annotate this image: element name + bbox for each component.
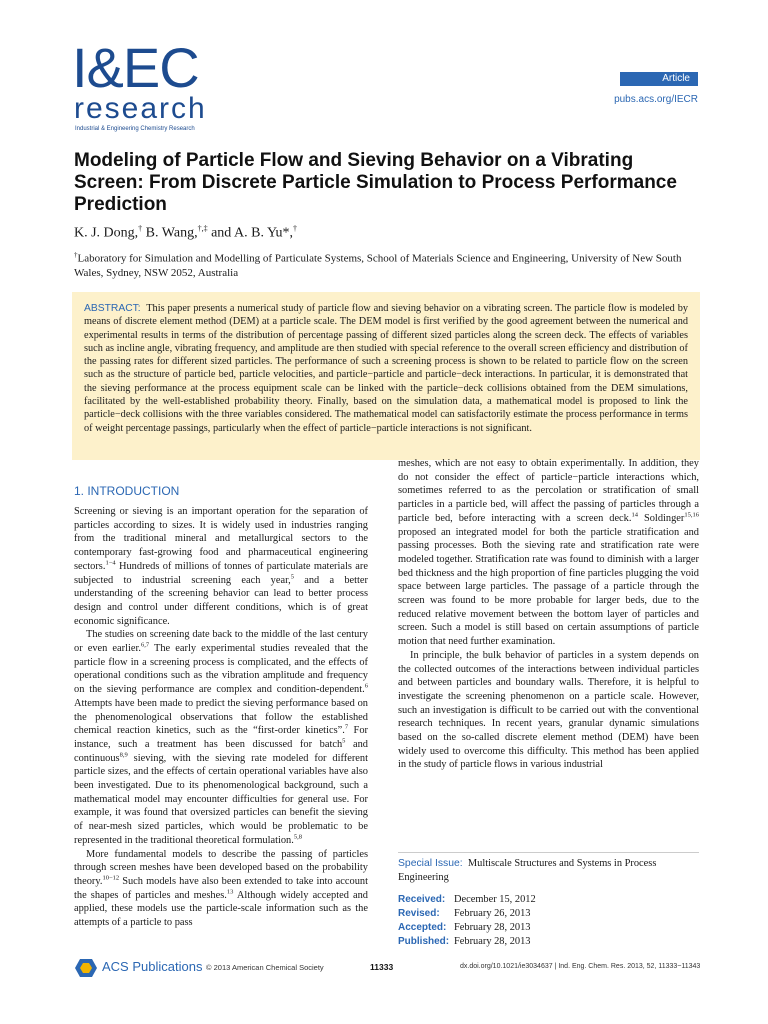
- date-row-published: Published: February 28, 2013: [398, 936, 531, 947]
- logo-wordmark-research: research: [74, 92, 207, 125]
- acs-hexagon-logo-icon: [74, 958, 98, 978]
- affil-mark: †: [74, 251, 78, 259]
- citation[interactable]: 13: [226, 888, 234, 896]
- section-heading-introduction: 1. INTRODUCTION: [74, 484, 180, 498]
- author-affil-mark: †,‡: [197, 224, 208, 233]
- copyright: © 2013 American Chemical Society: [206, 963, 324, 972]
- author-name[interactable]: K. J. Dong,: [74, 225, 139, 241]
- citation[interactable]: 15,16: [684, 511, 699, 519]
- publisher-name: ACS Publications: [102, 959, 203, 974]
- paragraph: Screening or sieving is an important operation for the separation of particles according to sizes. It is widely used in industries ranging from the traditional mineral and metallurgical sectors to the contemporary fast-growing food and pharmaceutical engineering sectors.$^{1-4}$ Hundreds of millions of tonnes of particulate materials are subjected to industrial screening each year,$^5$ and a better understanding of the screening behavior can lead to better process design and control under different conditions, which is of great economic significance.: [74, 506, 369, 627]
- citation[interactable]: 5: [342, 737, 346, 745]
- paragraph: More fundamental models to describe the passing of particles through screen meshes have been developed based on the probability theory.$^{10-12}$ Such models have also been extended to take into account the shapes of particles and meshes.$^{13}$ Although widely accepted and applied, these models use the particle-scale information such as the attempts of a particle to pass: [74, 848, 368, 929]
- paragraph: The studies on screening date back to the middle of the last century or even earlier.$^{6,7}$ The early experimental studies revealed that the particle flow in a screening process is complicated, and the effects of operational conditions such as the vibration amplitude and frequency on the sieving performance are complex and condition-dependent.$^6$ Attempts have been made to predict the sieving performance based on the phenomenological observations that follow the established chemical reaction kinetics, such as the “first-order kinetics”.$^7$ For instance, such a treatment has been discussed for batch$^5$ and continuous$^{8,9}$ sieving, with the sieving rate modeled for different particle sizes, and the effects of certain operational variables have also been investigated. Due to its phenomenological background, such a mathematical model may encounter difficulties for general use. For example, it was found that oversized particles can benefit the sieving of near-mesh sized particles, which would be problematic to be represented in the traditional theoretical formulation.$^{5,8}$: [74, 629, 368, 846]
- body-column-left: [74, 505, 368, 930]
- author-name[interactable]: B. Wang,: [145, 225, 198, 241]
- date-row-received: Received: December 15, 2012: [398, 894, 536, 905]
- author-name[interactable]: and A. B. Yu*,: [211, 225, 294, 241]
- author-list: [74, 220, 704, 243]
- abstract-box: [72, 292, 700, 460]
- special-issue-note: [398, 852, 699, 884]
- citation[interactable]: 14: [631, 511, 638, 519]
- article-dates: [398, 893, 699, 949]
- paragraph: In principle, the bulk behavior of particles in a system depends on the collected outcomes of the interactions between individual particles and between particles and boundary walls. Therefore, it is helpful to investigate the screening phenomenon on a particle scale. However, such an investigation is difficult to be carried out with the conventional research techniques. In recent years, granular dynamic simulations based on the so-called discrete element method (DEM) have been widely used to overcome this difficulty. This method has been applied in the study of particle flows in various industrial: [398, 649, 699, 771]
- author-affil-mark: †: [138, 224, 143, 233]
- journal-logo: [72, 36, 222, 136]
- body-column-right: [398, 457, 699, 772]
- abstract-text: This paper presents a numerical study of particle flow and sieving behavior on a vibrating screen. The particle flow is modeled by means of discrete element method (DEM) at a particle scale. The DEM model is first verified by the good agreement between the numerical and experimental results in terms of the distribution of percentage passing of different sized particles along the screen deck. The effects of variables such as incline angle, vibrating frequency, and amplitude are then studied with special reference to the overall screen efficiency and distribution of the passing rates for different sized particles. The performance of such a screening process is shown to be related to particle flow on the screen such as the structure of particle bed, particle velocities, and particle−particle and particle−deck interactions. In particular, it is demonstrated that the sieving performance at the process equipment scale can be linked with the particle−deck collisions obtained from the DEM simulations, facilitated by the well-established probability theory. Finally, based on the simulation data, a mathematical model is proposed to link the particle−deck collisions with the three variables considered. The mathematical model can satisfactorily estimate the process performance in terms of weight percentage passings, particularly when the effect of particle−particle interactions is not significant.: [84, 303, 688, 434]
- special-issue-text: Multiscale Structures and Systems in Process Engineering: [398, 858, 657, 883]
- special-issue-label: Special Issue:: [398, 858, 463, 869]
- citation[interactable]: 5,8: [293, 833, 302, 841]
- citation[interactable]: 5: [290, 573, 294, 581]
- journal-url[interactable]: pubs.acs.org/IECR: [614, 94, 698, 105]
- paragraph: meshes, which are not easy to obtain experimentally. In addition, they do not consider the effect of particle−particle interactions which, sometimes referred to as the percolation or stratification of small particles in a particle bed, will affect the passing of particles through a particle bed, before interacting with a screen deck.$^{14}$ Soldinger$^{15,16}$ proposed an integrated model for both the particle stratification and passing processes. Both the sieving rate and stratification rate were modeled together. Stratification rate was found to diminish with a larger bed thickness and the high proportion of fine particles plugging the void space between large particles. The passage of a particle through the screen was found to be more probable for larger beds, due to the reduced relative movement between the bottom layer of particles and screen. Such a model is still based on certain assumptions of particle motion that need further examination.: [398, 458, 699, 648]
- citation[interactable]: 10−12: [102, 874, 120, 882]
- affiliation-text: Laboratory for Simulation and Modelling of Particulate Systems, School of Materials Science and Engineering, University of New South Wales, Sydney, NSW 2052, Australia: [74, 252, 682, 279]
- citation[interactable]: 1−4: [105, 559, 116, 567]
- logo-wordmark-top: I&EC: [72, 36, 199, 99]
- logo-subtitle: Industrial & Engineering Chemistry Research: [75, 126, 195, 132]
- affiliation: [74, 248, 704, 280]
- citation[interactable]: 6,7: [141, 641, 150, 649]
- page-footer: [74, 955, 700, 981]
- citation[interactable]: 7: [344, 723, 349, 731]
- author-affil-mark: †: [293, 224, 298, 233]
- date-row-accepted: Accepted: February 28, 2013: [398, 922, 531, 933]
- citation[interactable]: 8,9: [119, 751, 128, 759]
- date-row-revised: Revised: February 26, 2013: [398, 908, 531, 919]
- citation[interactable]: 6: [364, 682, 368, 690]
- abstract-label: ABSTRACT:: [84, 303, 141, 314]
- doi-citation[interactable]: dx.doi.org/10.1021/ie3034637 | Ind. Eng. Chem. Res. 2013, 52, 11333−11343: [460, 963, 701, 970]
- article-type-badge: Article: [620, 72, 698, 86]
- page-number: 11333: [370, 962, 394, 972]
- paper-title: Modeling of Particle Flow and Sieving Behavior on a Vibrating Screen: From Discrete Particle Simulation to Process Performance Prediction: [74, 150, 677, 215]
